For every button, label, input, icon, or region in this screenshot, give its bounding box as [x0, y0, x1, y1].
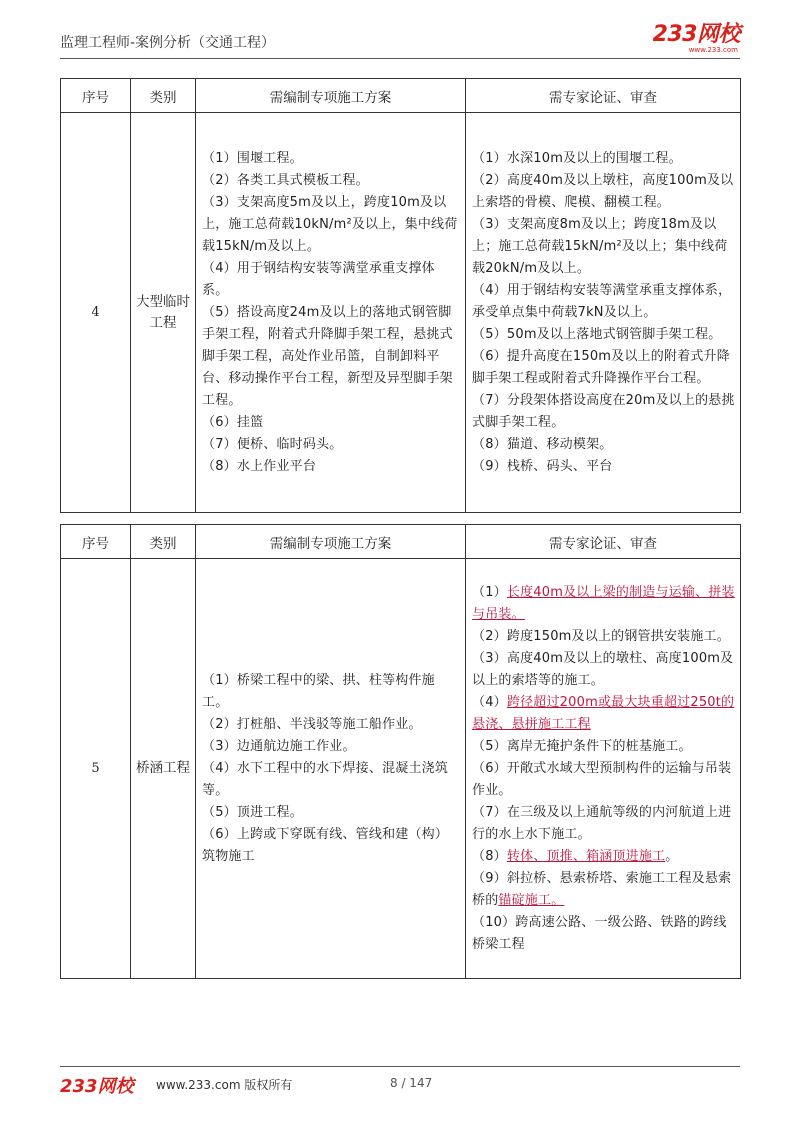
- highlighted-text: 锚碇施工。: [498, 892, 565, 908]
- table-row: [61, 113, 741, 513]
- column-header-category: 类别: [131, 525, 196, 559]
- table-row: [61, 559, 741, 979]
- plan-cell: [196, 559, 466, 979]
- expert-item: （1）长度40m及以上梁的制造与运输、拼装与吊装。: [472, 584, 735, 622]
- expert-item: （9）斜拉桥、悬索桥塔、索施工工程及悬索桥的锚碇施工。: [472, 870, 732, 908]
- row-category: 桥涵工程: [131, 559, 196, 979]
- table-row-5-section: [60, 524, 741, 979]
- expert-item: （7）在三级及以上通航等级的内河航道上进行的水上水下施工。: [472, 804, 732, 842]
- highlighted-text: 长度40m及以上梁的制造与运输、拼装与吊装。: [472, 584, 735, 622]
- plan-item: （2）打桩船、半浅驳等施工船作业。: [202, 716, 422, 732]
- plan-item: （3）边通航边施工作业。: [202, 738, 356, 754]
- expert-item: （5）离岸无掩护条件下的桩基施工。: [472, 738, 692, 754]
- row-number: 4: [61, 113, 131, 513]
- expert-cell: [466, 559, 741, 979]
- header-divider: [60, 58, 740, 59]
- expert-item: （5）50m及以上落地式钢管脚手架工程。: [472, 326, 722, 342]
- expert-item: （3）高度40m及以上的墩柱、高度100m及以上的索塔等的施工。: [472, 650, 734, 688]
- document-title: 监理工程师-案例分析（交通工程）: [60, 35, 276, 51]
- column-header-expert: 需专家论证、审查: [466, 525, 741, 559]
- plan-cell: [196, 113, 466, 513]
- logo-text: 233网校: [652, 22, 740, 47]
- column-header-num: 序号: [61, 79, 131, 113]
- plan-item: （4）用于钢结构安装等满堂承重支撑体系。: [202, 260, 435, 298]
- plan-item: （4）水下工程中的水下焊接、混凝土浇筑等。: [202, 760, 449, 798]
- footer-logo: 233网校: [60, 1076, 134, 1097]
- plan-item: （5）顶进工程。: [202, 804, 303, 820]
- expert-item: （10）跨高速公路、一级公路、铁路的跨线桥梁工程: [472, 914, 727, 952]
- expert-cell: [466, 113, 741, 513]
- row-number: 5: [61, 559, 131, 979]
- expert-item: （2）高度40m及以上墩柱，高度100m及以上索塔的骨模、爬模、翻模工程。: [472, 172, 734, 210]
- column-header-plan: 需编制专项施工方案: [196, 525, 466, 559]
- plan-item: （3）支架高度5m及以上，跨度10m及以上，施工总荷载10kN/m²及以上，集中线荷载15kN/m及以上。: [202, 194, 458, 254]
- expert-item: （1）水深10m及以上的围堰工程。: [472, 150, 682, 166]
- plan-item: （2）各类工具式模板工程。: [202, 172, 369, 188]
- expert-item: （3）支架高度8m及以上；跨度18m及以上；施工总荷载15kN/m²及以上；集中线荷载20kN/m及以上。: [472, 216, 728, 276]
- page-number: 8 / 147: [390, 1076, 433, 1090]
- column-header-expert: 需专家论证、审查: [466, 79, 741, 113]
- table-header-row: [61, 525, 741, 559]
- highlighted-text: 跨径超过200m或最大块重超过250t的悬浇、悬拼施工工程: [472, 694, 735, 732]
- footer-divider: [60, 1066, 740, 1067]
- plan-item: （7）便桥、临时码头。: [202, 436, 343, 452]
- plan-item: （6）上跨或下穿既有线、管线和建（构）筑物施工: [202, 826, 449, 864]
- expert-item: （6）提升高度在150m及以上的附着式升降脚手架工程或附着式升降操作平台工程。: [472, 348, 730, 386]
- expert-item: （8）猫道、移动模架。: [472, 436, 613, 452]
- plan-item: （6）挂篮: [202, 414, 264, 430]
- expert-item: （7）分段架体搭设高度在20m及以上的悬挑式脚手架工程。: [472, 392, 735, 430]
- plan-item: （1）围堰工程。: [202, 150, 303, 166]
- footer-copyright: www.233.com 版权所有: [156, 1078, 293, 1092]
- column-header-plan: 需编制专项施工方案: [196, 79, 466, 113]
- logo-url: www.233.com: [688, 46, 738, 54]
- plan-item: （8）水上作业平台: [202, 458, 317, 474]
- expert-item: （9）栈桥、码头、平台: [472, 458, 613, 474]
- brand-logo: [653, 24, 740, 54]
- expert-item: （6）开敞式水域大型预制构件的运输与吊装作业。: [472, 760, 732, 798]
- row-category: 大型临时工程: [131, 113, 196, 513]
- table-row-4-section: [60, 78, 741, 513]
- expert-item: （4）跨径超过200m或最大块重超过250t的悬浇、悬拼施工工程: [472, 694, 735, 732]
- column-header-category: 类别: [131, 79, 196, 113]
- highlighted-text: 转体、顶推、箱涵顶进施工: [506, 848, 666, 864]
- expert-item: （2）跨度150m及以上的钢管拱安装施工。: [472, 628, 730, 644]
- page-footer: [60, 1062, 740, 1097]
- plan-item: （5）搭设高度24m及以上的落地式钢管脚手架工程，附着式升降脚手架工程，悬挑式脚手架工程，高处作业吊篮，自制卸料平台、移动操作平台工程，新型及异型脚手架工程。: [202, 304, 453, 408]
- plan-item: （1）桥梁工程中的梁、拱、柱等构件施工。: [202, 672, 435, 710]
- page-header: [60, 22, 740, 62]
- expert-item: （4）用于钢结构安装等满堂承重支撑体系，承受单点集中荷载7kN及以上。: [472, 282, 732, 320]
- column-header-num: 序号: [61, 525, 131, 559]
- table-header-row: [61, 79, 741, 113]
- expert-item: （8）转体、顶推、箱涵顶进施工。: [472, 848, 679, 864]
